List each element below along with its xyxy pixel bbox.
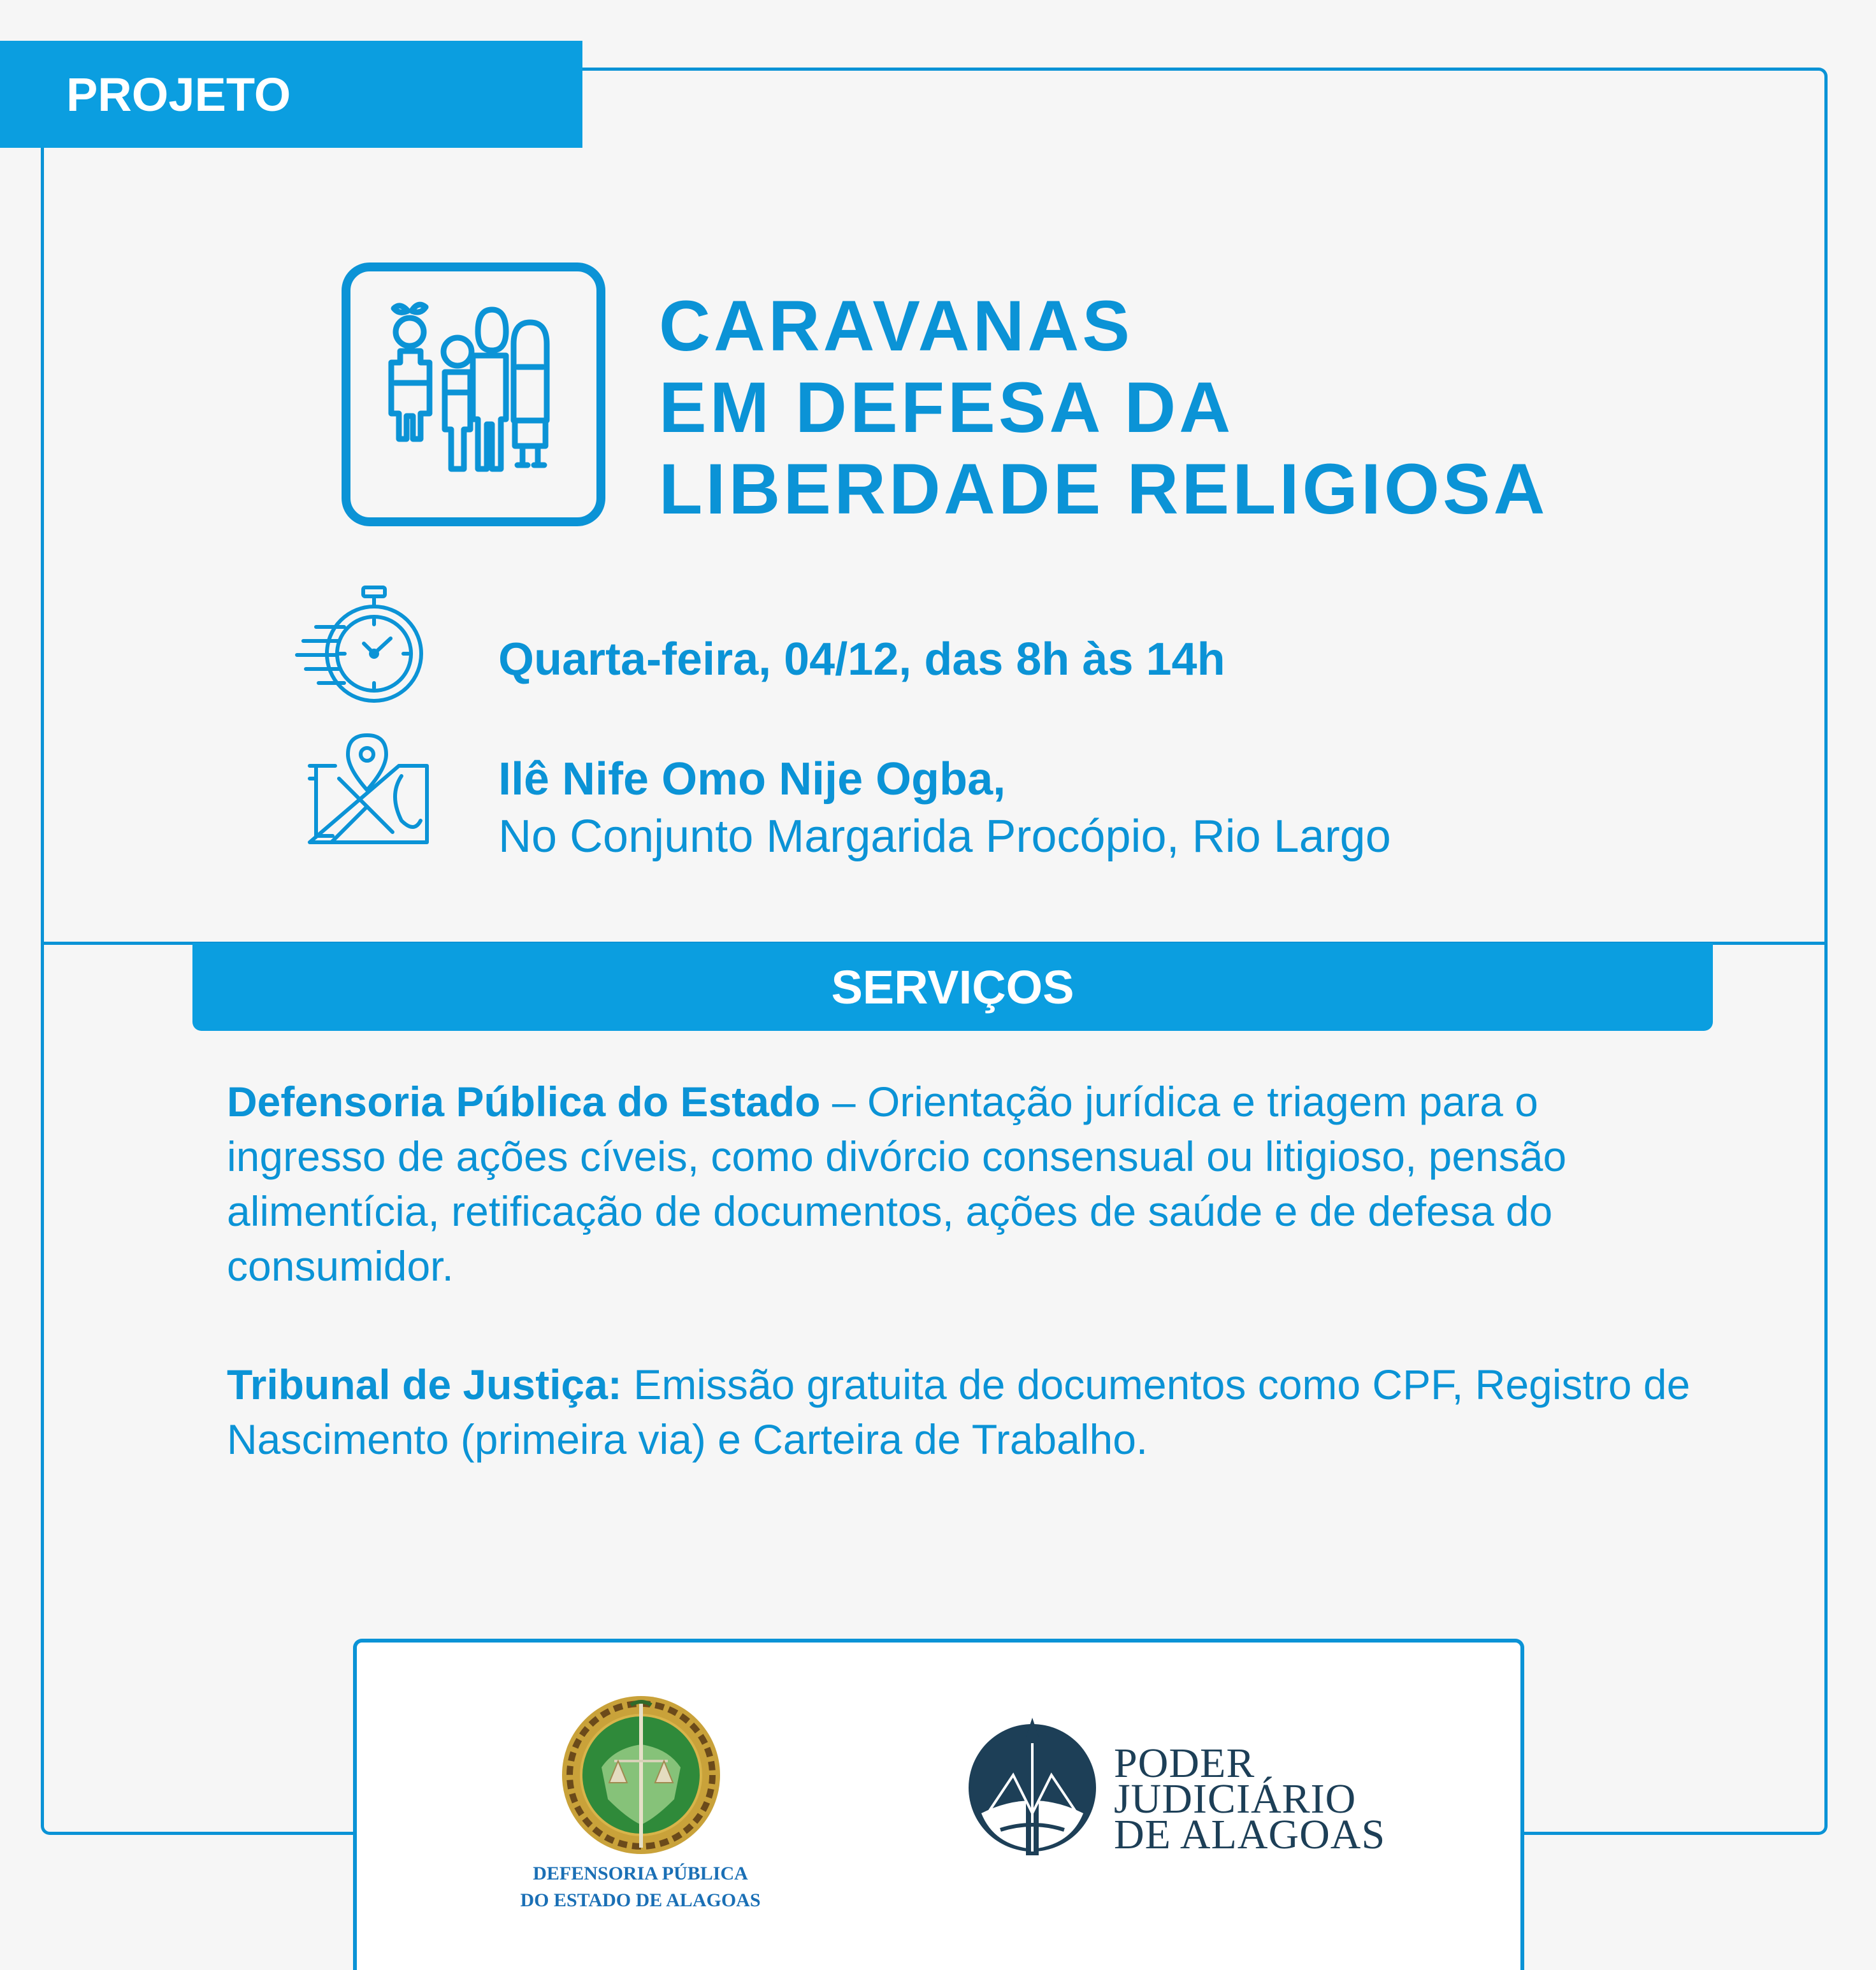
event-datetime: Quarta-feira, 04/12, das 8h às 14h: [498, 634, 1225, 685]
service-org: Tribunal de Justiça:: [227, 1361, 622, 1408]
defensoria-seal-logo: [557, 1691, 725, 1859]
map-location-icon: [306, 731, 431, 852]
title-line-3: LIBERDADE RELIGIOSA: [659, 449, 1548, 529]
event-location-name: Ilê Nife Omo Nije Ogba,: [498, 754, 1006, 805]
title-line-1: CARAVANAS: [659, 286, 1133, 366]
service-description: Emissão gratuita de documentos como CPF, Registro de Nascimento (primeira via) e Carteira de Trabalho.: [227, 1361, 1691, 1463]
project-tab-label: PROJETO: [66, 68, 291, 121]
service-item-tribunal: [227, 1357, 1692, 1467]
pj-line-3: DE ALAGOAS: [1114, 1811, 1386, 1858]
stopwatch-icon: [291, 584, 431, 705]
poder-judiciario-emblem: [962, 1718, 1102, 1862]
service-separator: [622, 1361, 633, 1408]
people-icon: [342, 262, 605, 526]
services-header-label: SERVIÇOS: [831, 960, 1074, 1014]
event-title: [659, 285, 1548, 530]
service-org: Defensoria Pública do Estado: [227, 1078, 821, 1125]
service-item-defensoria: [227, 1074, 1692, 1293]
project-tab: [0, 41, 582, 148]
pj-line-1: PODER: [1114, 1740, 1255, 1787]
defensoria-caption-line1: DEFENSORIA PÚBLICA: [533, 1863, 748, 1884]
service-description: Orientação jurídica e triagem para o ingresso de ações cíveis, como divórcio consensual ou litigioso, pensão alimentícia, retificação de documentos, ações de saúde e de defesa do consumidor.: [227, 1078, 1567, 1290]
defensoria-caption-line2: DO ESTADO DE ALAGOAS: [520, 1890, 761, 1911]
poder-judiciario-wordmark: [1114, 1740, 1386, 1858]
pj-line-2: JUDICIÁRIO: [1114, 1776, 1357, 1822]
defensoria-caption: [484, 1860, 797, 1914]
services-header: [192, 943, 1713, 1031]
event-location-address: No Conjunto Margarida Procópio, Rio Largo: [498, 811, 1391, 862]
service-separator: –: [820, 1078, 867, 1125]
title-line-2: EM DEFESA DA: [659, 368, 1234, 447]
